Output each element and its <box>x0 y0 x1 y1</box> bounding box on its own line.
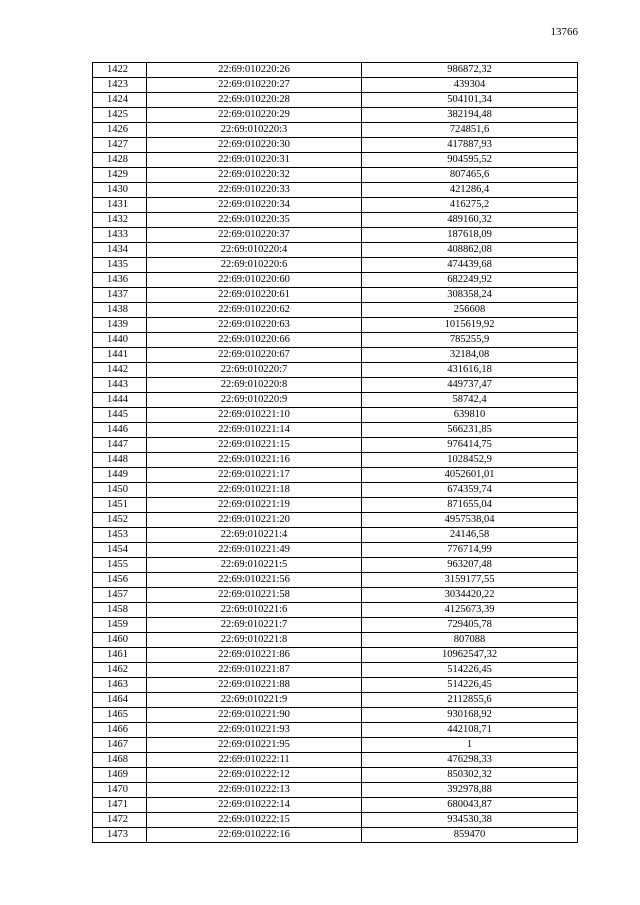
row-number-cell: 1458 <box>93 603 147 618</box>
row-number-cell: 1440 <box>93 333 147 348</box>
cadastral-value-cell: 1028452,9 <box>362 453 578 468</box>
cadastral-number-cell: 22:69:010220:33 <box>147 183 362 198</box>
cadastral-value-cell: 976414,75 <box>362 438 578 453</box>
cadastral-value-cell: 392978,88 <box>362 783 578 798</box>
cadastral-number-cell: 22:69:010220:31 <box>147 153 362 168</box>
cadastral-value-cell: 24146,58 <box>362 528 578 543</box>
cadastral-number-cell: 22:69:010220:6 <box>147 258 362 273</box>
table-row <box>93 573 578 588</box>
cadastral-value-cell: 417887,93 <box>362 138 578 153</box>
table-row <box>93 528 578 543</box>
cadastral-number-cell: 22:69:010221:17 <box>147 468 362 483</box>
cadastral-value-cell: 439304 <box>362 78 578 93</box>
table-row <box>93 423 578 438</box>
table-row <box>93 333 578 348</box>
table-row <box>93 633 578 648</box>
row-number-cell: 1425 <box>93 108 147 123</box>
table-row <box>93 513 578 528</box>
cadastral-value-cell: 4125673,39 <box>362 603 578 618</box>
table-row <box>93 93 578 108</box>
cadastral-number-cell: 22:69:010221:18 <box>147 483 362 498</box>
cadastral-number-cell: 22:69:010220:7 <box>147 363 362 378</box>
row-number-cell: 1459 <box>93 618 147 633</box>
table-row <box>93 288 578 303</box>
cadastral-number-cell: 22:69:010220:8 <box>147 378 362 393</box>
cadastral-value-cell: 785255,9 <box>362 333 578 348</box>
cadastral-number-cell: 22:69:010220:37 <box>147 228 362 243</box>
row-number-cell: 1457 <box>93 588 147 603</box>
table-row <box>93 813 578 828</box>
row-number-cell: 1471 <box>93 798 147 813</box>
cadastral-number-cell: 22:69:010221:4 <box>147 528 362 543</box>
cadastral-number-cell: 22:69:010220:62 <box>147 303 362 318</box>
cadastral-number-cell: 22:69:010221:14 <box>147 423 362 438</box>
cadastral-number-cell: 22:69:010222:13 <box>147 783 362 798</box>
cadastral-value-cell: 859470 <box>362 828 578 843</box>
cadastral-number-cell: 22:69:010220:4 <box>147 243 362 258</box>
cadastral-number-cell: 22:69:010221:20 <box>147 513 362 528</box>
row-number-cell: 1447 <box>93 438 147 453</box>
table-row <box>93 498 578 513</box>
row-number-cell: 1438 <box>93 303 147 318</box>
cadastral-number-cell: 22:69:010220:63 <box>147 318 362 333</box>
row-number-cell: 1426 <box>93 123 147 138</box>
cadastral-value-cell: 3159177,55 <box>362 573 578 588</box>
table-row <box>93 828 578 843</box>
table-row <box>93 738 578 753</box>
cadastral-number-cell: 22:69:010222:16 <box>147 828 362 843</box>
table-row <box>93 198 578 213</box>
row-number-cell: 1446 <box>93 423 147 438</box>
row-number-cell: 1452 <box>93 513 147 528</box>
page-number: 13766 <box>550 26 578 38</box>
row-number-cell: 1429 <box>93 168 147 183</box>
row-number-cell: 1451 <box>93 498 147 513</box>
table-row <box>93 393 578 408</box>
cadastral-value-cell: 514226,45 <box>362 678 578 693</box>
row-number-cell: 1448 <box>93 453 147 468</box>
row-number-cell: 1461 <box>93 648 147 663</box>
cadastral-number-cell: 22:69:010222:12 <box>147 768 362 783</box>
row-number-cell: 1424 <box>93 93 147 108</box>
cadastral-value-cell: 729405,78 <box>362 618 578 633</box>
row-number-cell: 1444 <box>93 393 147 408</box>
cadastral-number-cell: 22:69:010221:93 <box>147 723 362 738</box>
cadastral-number-cell: 22:69:010220:35 <box>147 213 362 228</box>
cadastral-value-cell: 904595,52 <box>362 153 578 168</box>
cadastral-value-cell: 442108,71 <box>362 723 578 738</box>
cadastral-value-cell: 963207,48 <box>362 558 578 573</box>
cadastral-number-cell: 22:69:010220:60 <box>147 273 362 288</box>
cadastral-value-cell: 1 <box>362 738 578 753</box>
table-row <box>93 318 578 333</box>
cadastral-number-cell: 22:69:010221:9 <box>147 693 362 708</box>
row-number-cell: 1465 <box>93 708 147 723</box>
cadastral-number-cell: 22:69:010220:34 <box>147 198 362 213</box>
cadastral-number-cell: 22:69:010220:66 <box>147 333 362 348</box>
cadastral-value-cell: 724851,6 <box>362 123 578 138</box>
cadastral-value-cell: 32184,08 <box>362 348 578 363</box>
cadastral-number-cell: 22:69:010220:32 <box>147 168 362 183</box>
cadastral-value-cell: 850302,32 <box>362 768 578 783</box>
cadastral-value-cell: 1015619,92 <box>362 318 578 333</box>
table-row <box>93 783 578 798</box>
cadastral-number-cell: 22:69:010220:30 <box>147 138 362 153</box>
cadastral-value-cell: 476298,33 <box>362 753 578 768</box>
table-row <box>93 378 578 393</box>
cadastral-value-cell: 256608 <box>362 303 578 318</box>
cadastral-value-cell: 986872,32 <box>362 63 578 78</box>
table-row <box>93 648 578 663</box>
cadastral-value-cell: 408862,08 <box>362 243 578 258</box>
cadastral-value-cell: 58742,4 <box>362 393 578 408</box>
row-number-cell: 1435 <box>93 258 147 273</box>
row-number-cell: 1436 <box>93 273 147 288</box>
table-row <box>93 558 578 573</box>
cadastral-value-cell: 514226,45 <box>362 663 578 678</box>
row-number-cell: 1437 <box>93 288 147 303</box>
table-row <box>93 798 578 813</box>
cadastral-value-cell: 431616,18 <box>362 363 578 378</box>
cadastral-value-cell: 871655,04 <box>362 498 578 513</box>
table-row <box>93 78 578 93</box>
cadastral-value-cell: 10962547,32 <box>362 648 578 663</box>
cadastral-value-cell: 807088 <box>362 633 578 648</box>
cadastral-value-cell: 566231,85 <box>362 423 578 438</box>
cadastral-number-cell: 22:69:010222:14 <box>147 798 362 813</box>
table-row <box>93 588 578 603</box>
row-number-cell: 1460 <box>93 633 147 648</box>
cadastral-number-cell: 22:69:010221:6 <box>147 603 362 618</box>
table-row <box>93 618 578 633</box>
row-number-cell: 1464 <box>93 693 147 708</box>
row-number-cell: 1455 <box>93 558 147 573</box>
row-number-cell: 1469 <box>93 768 147 783</box>
cadastral-value-cell: 4052601,01 <box>362 468 578 483</box>
table-row <box>93 108 578 123</box>
cadastral-value-cell: 776714,99 <box>362 543 578 558</box>
row-number-cell: 1443 <box>93 378 147 393</box>
table-row <box>93 438 578 453</box>
cadastral-number-cell: 22:69:010220:27 <box>147 78 362 93</box>
cadastral-number-cell: 22:69:010220:28 <box>147 93 362 108</box>
cadastral-value-cell: 382194,48 <box>362 108 578 123</box>
table-row <box>93 663 578 678</box>
cadastral-value-cell: 934530,38 <box>362 813 578 828</box>
cadastral-value-cell: 489160,32 <box>362 213 578 228</box>
row-number-cell: 1430 <box>93 183 147 198</box>
table-row <box>93 123 578 138</box>
table-row <box>93 363 578 378</box>
table-row <box>93 183 578 198</box>
cadastral-value-cell: 474439,68 <box>362 258 578 273</box>
cadastral-number-cell: 22:69:010220:9 <box>147 393 362 408</box>
cadastral-number-cell: 22:69:010222:11 <box>147 753 362 768</box>
cadastral-value-cell: 504101,34 <box>362 93 578 108</box>
table-row <box>93 348 578 363</box>
cadastral-value-cell: 2112855,6 <box>362 693 578 708</box>
cadastral-number-cell: 22:69:010221:86 <box>147 648 362 663</box>
table-row <box>93 678 578 693</box>
table-row <box>93 483 578 498</box>
cadastral-value-table <box>92 62 578 843</box>
cadastral-value-cell: 4957538,04 <box>362 513 578 528</box>
row-number-cell: 1434 <box>93 243 147 258</box>
row-number-cell: 1428 <box>93 153 147 168</box>
cadastral-number-cell: 22:69:010222:15 <box>147 813 362 828</box>
row-number-cell: 1462 <box>93 663 147 678</box>
cadastral-number-cell: 22:69:010221:49 <box>147 543 362 558</box>
table-row <box>93 543 578 558</box>
row-number-cell: 1473 <box>93 828 147 843</box>
table-row <box>93 243 578 258</box>
cadastral-number-cell: 22:69:010220:3 <box>147 123 362 138</box>
row-number-cell: 1433 <box>93 228 147 243</box>
cadastral-value-cell: 416275,2 <box>362 198 578 213</box>
table-row <box>93 213 578 228</box>
table-row <box>93 63 578 78</box>
row-number-cell: 1439 <box>93 318 147 333</box>
cadastral-number-cell: 22:69:010220:61 <box>147 288 362 303</box>
row-number-cell: 1454 <box>93 543 147 558</box>
row-number-cell: 1441 <box>93 348 147 363</box>
cadastral-number-cell: 22:69:010221:15 <box>147 438 362 453</box>
cadastral-value-cell: 682249,92 <box>362 273 578 288</box>
cadastral-value-cell: 639810 <box>362 408 578 423</box>
table-row <box>93 693 578 708</box>
cadastral-number-cell: 22:69:010221:5 <box>147 558 362 573</box>
cadastral-number-cell: 22:69:010221:19 <box>147 498 362 513</box>
row-number-cell: 1467 <box>93 738 147 753</box>
table-row <box>93 468 578 483</box>
row-number-cell: 1431 <box>93 198 147 213</box>
table-row <box>93 153 578 168</box>
table-row <box>93 753 578 768</box>
table-body <box>93 63 578 843</box>
cadastral-number-cell: 22:69:010220:26 <box>147 63 362 78</box>
cadastral-number-cell: 22:69:010221:10 <box>147 408 362 423</box>
row-number-cell: 1450 <box>93 483 147 498</box>
cadastral-value-cell: 3034420,22 <box>362 588 578 603</box>
table-row <box>93 453 578 468</box>
row-number-cell: 1470 <box>93 783 147 798</box>
cadastral-value-cell: 930168,92 <box>362 708 578 723</box>
row-number-cell: 1445 <box>93 408 147 423</box>
cadastral-number-cell: 22:69:010221:8 <box>147 633 362 648</box>
cadastral-value-cell: 680043,87 <box>362 798 578 813</box>
table-row <box>93 723 578 738</box>
table-row <box>93 138 578 153</box>
row-number-cell: 1466 <box>93 723 147 738</box>
cadastral-number-cell: 22:69:010221:58 <box>147 588 362 603</box>
cadastral-value-cell: 807465,6 <box>362 168 578 183</box>
cadastral-number-cell: 22:69:010221:90 <box>147 708 362 723</box>
cadastral-number-cell: 22:69:010221:95 <box>147 738 362 753</box>
cadastral-number-cell: 22:69:010221:7 <box>147 618 362 633</box>
cadastral-value-cell: 449737,47 <box>362 378 578 393</box>
cadastral-number-cell: 22:69:010220:29 <box>147 108 362 123</box>
cadastral-value-cell: 308358,24 <box>362 288 578 303</box>
table-row <box>93 258 578 273</box>
row-number-cell: 1456 <box>93 573 147 588</box>
cadastral-number-cell: 22:69:010221:88 <box>147 678 362 693</box>
table-row <box>93 768 578 783</box>
cadastral-number-cell: 22:69:010221:16 <box>147 453 362 468</box>
cadastral-number-cell: 22:69:010220:67 <box>147 348 362 363</box>
table-row <box>93 708 578 723</box>
table-row <box>93 303 578 318</box>
row-number-cell: 1468 <box>93 753 147 768</box>
row-number-cell: 1472 <box>93 813 147 828</box>
row-number-cell: 1432 <box>93 213 147 228</box>
row-number-cell: 1442 <box>93 363 147 378</box>
table-row <box>93 273 578 288</box>
cadastral-value-cell: 674359,74 <box>362 483 578 498</box>
cadastral-number-cell: 22:69:010221:56 <box>147 573 362 588</box>
row-number-cell: 1427 <box>93 138 147 153</box>
cadastral-number-cell: 22:69:010221:87 <box>147 663 362 678</box>
row-number-cell: 1463 <box>93 678 147 693</box>
table-row <box>93 603 578 618</box>
table-row <box>93 168 578 183</box>
row-number-cell: 1453 <box>93 528 147 543</box>
cadastral-value-cell: 421286,4 <box>362 183 578 198</box>
cadastral-value-cell: 187618,09 <box>362 228 578 243</box>
table-row <box>93 228 578 243</box>
table-row <box>93 408 578 423</box>
row-number-cell: 1423 <box>93 78 147 93</box>
row-number-cell: 1422 <box>93 63 147 78</box>
row-number-cell: 1449 <box>93 468 147 483</box>
